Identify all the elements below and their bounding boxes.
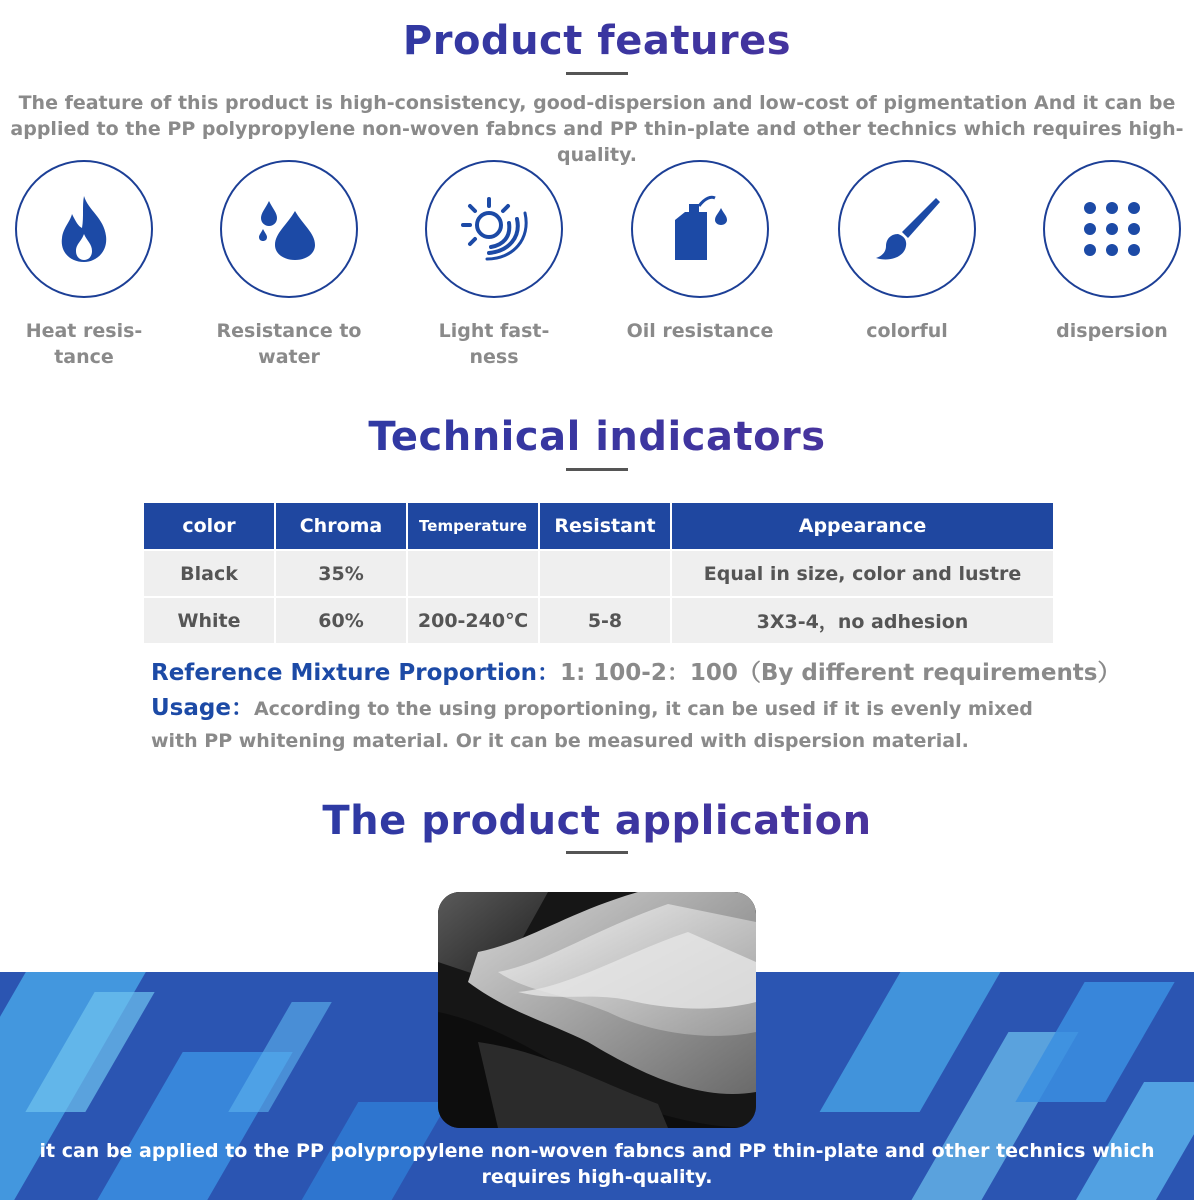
feature-heat-resistance bbox=[4, 160, 164, 370]
product-features-title: Product features bbox=[0, 18, 1194, 64]
feature-icon-circle bbox=[631, 160, 769, 298]
fabric-image bbox=[438, 892, 756, 1128]
title-underline bbox=[566, 72, 628, 75]
reference-label: Reference Mixture Proportion： bbox=[151, 660, 561, 686]
technical-table bbox=[142, 501, 1055, 645]
col-header-color: color bbox=[143, 502, 275, 550]
sun-icon bbox=[459, 197, 529, 261]
reference-mixture bbox=[151, 654, 1121, 687]
feature-label: dispersion bbox=[1056, 320, 1168, 342]
feature-label: colorful bbox=[866, 320, 948, 342]
usage-paragraph bbox=[151, 692, 1051, 757]
feature-icon-circle bbox=[1043, 160, 1181, 298]
usage-text: According to the using proportioning, it can be used if it is evenly mixed with PP whitening material. Or it can be measured with dispersion material. bbox=[151, 698, 1033, 752]
table-cell: 60% bbox=[275, 597, 407, 644]
table-cell: 3X3-4，no adhesion bbox=[671, 597, 1054, 644]
dots-grid-icon bbox=[1082, 201, 1142, 257]
feature-label: Heat resis- tance bbox=[25, 320, 143, 368]
table-header-row bbox=[143, 502, 1054, 550]
feature-label: Light fast- ness bbox=[438, 320, 550, 368]
table-cell bbox=[539, 550, 671, 597]
table-cell: Black bbox=[143, 550, 275, 597]
feature-list bbox=[0, 160, 1194, 380]
table-cell: 5-8 bbox=[539, 597, 671, 644]
table-cell: 200-240℃ bbox=[407, 597, 539, 644]
table-cell: Equal in size, color and lustre bbox=[671, 550, 1054, 597]
paintbrush-icon bbox=[872, 194, 942, 264]
title-underline bbox=[566, 851, 628, 854]
application-caption: it can be applied to the PP polypropylene non-woven fabncs and PP thin-plate and other technics which requires high-quality. bbox=[39, 1140, 1155, 1188]
feature-icon-circle bbox=[425, 160, 563, 298]
product-intro: The feature of this product is high-consistency, good-dispersion and low-cost of pigmentation And it can be applied to the PP polypropylene non-woven fabncs and PP thin-plate and other technics which requires high-quality. bbox=[10, 92, 1184, 166]
feature-water-resistance bbox=[209, 160, 369, 370]
water-drops-icon bbox=[257, 197, 321, 261]
table-cell: White bbox=[143, 597, 275, 644]
usage-label: Usage： bbox=[151, 695, 254, 721]
table-cell bbox=[407, 550, 539, 597]
flame-icon bbox=[54, 194, 114, 264]
technical-indicators-title: Technical indicators bbox=[0, 414, 1194, 460]
feature-dispersion bbox=[1032, 160, 1192, 344]
reference-value: 1: 100-2：100（By different requirements） bbox=[560, 660, 1121, 686]
title-underline bbox=[566, 468, 628, 471]
col-header-chroma: Chroma bbox=[275, 502, 407, 550]
table-cell: 35% bbox=[275, 550, 407, 597]
feature-light-fastness bbox=[414, 160, 574, 370]
feature-colorful bbox=[827, 160, 987, 344]
fabric-rolls-illustration bbox=[438, 892, 756, 1128]
feature-icon-circle bbox=[838, 160, 976, 298]
feature-label: Resistance to water bbox=[216, 320, 362, 368]
table-row bbox=[143, 550, 1054, 597]
col-header-appearance: Appearance bbox=[671, 502, 1054, 550]
feature-oil-resistance bbox=[620, 160, 780, 344]
feature-label: Oil resistance bbox=[626, 320, 774, 342]
feature-icon-circle bbox=[15, 160, 153, 298]
product-application-title: The product application bbox=[0, 798, 1194, 844]
oil-can-icon bbox=[667, 194, 733, 264]
col-header-resistant: Resistant bbox=[539, 502, 671, 550]
feature-icon-circle bbox=[220, 160, 358, 298]
table-row bbox=[143, 597, 1054, 644]
col-header-temperature: Temperature bbox=[407, 502, 539, 550]
